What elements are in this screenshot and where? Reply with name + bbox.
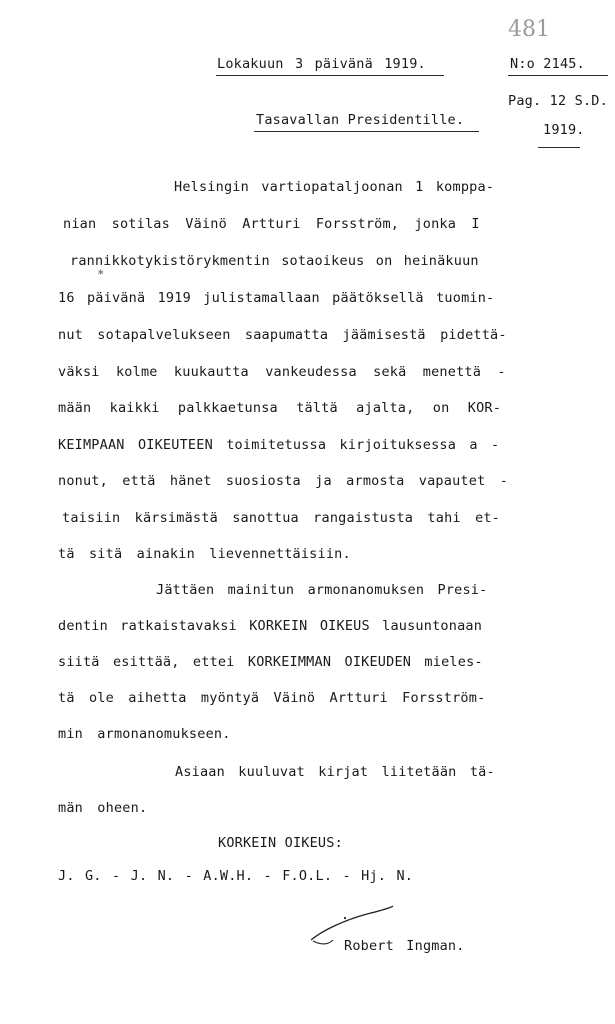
body-line: nian sotilas Väinö Artturi Forsström, jonka I	[63, 216, 480, 232]
body-line: taisiin kärsimästä sanottua rangaistusta tahi et-	[62, 510, 501, 526]
body-line: tä ole aihetta myöntyä Väinö Artturi Forsström-	[58, 690, 486, 706]
addressee-underline	[254, 131, 479, 132]
faint-archive-number: 481	[508, 17, 550, 42]
judges-initials: J. G. - J. N. - A.W.H. - F.O.L. - Hj. N.	[58, 868, 414, 884]
number-underline	[508, 75, 608, 76]
body-line: män oheen.	[58, 800, 148, 816]
date-line: Lokakuun 3 päivänä 1919.	[217, 56, 426, 72]
body-line: tä sitä ainakin lievennettäisiin.	[58, 546, 351, 562]
pag-line: Pag. 12 S.D.	[508, 93, 608, 109]
year-line: 1919.	[543, 122, 585, 138]
body-line: Jättäen mainitun armonanomuksen Presi-	[156, 582, 488, 598]
body-line: KEIMPAAN OIKEUTEEN toimitetussa kirjoituksessa a -	[58, 437, 500, 453]
year-underline	[538, 147, 580, 148]
body-line: dentin ratkaistavaksi KORKEIN OIKEUS lausuntonaan	[58, 618, 483, 634]
body-line: Helsingin vartiopataljoonan 1 komppa-	[174, 179, 495, 195]
body-line: rannikkotykistörykmentin sotaoikeus on heinäkuun	[70, 253, 479, 269]
asterisk-mark: *	[98, 268, 104, 281]
body-line: väksi kolme kuukautta vankeudessa sekä menettä -	[58, 364, 506, 380]
addressee: Tasavallan Presidentille.	[256, 112, 465, 128]
body-line: siitä esittää, ettei KORKEIMMAN OIKEUDEN mieles-	[58, 654, 483, 670]
body-line: mään kaikki palkkaetunsa tältä ajalta, on KOR-	[58, 400, 502, 416]
body-line: nonut, että hänet suosiosta ja armosta vapautet -	[58, 473, 509, 489]
number-line: N:o 2145.	[510, 56, 585, 72]
court-name: KORKEIN OIKEUS:	[218, 835, 343, 851]
body-line: min armonanomukseen.	[58, 726, 231, 742]
body-line: Asiaan kuuluvat kirjat liitetään tä-	[175, 764, 495, 780]
body-line: nut sotapalvelukseen saapumatta jäämisestä pidettä-	[58, 327, 507, 343]
body-line: 16 päivänä 1919 julistamallaan päätöksellä tuomin-	[58, 290, 495, 306]
signatory-name: Robert Ingman.	[344, 938, 465, 954]
date-underline	[216, 75, 444, 76]
